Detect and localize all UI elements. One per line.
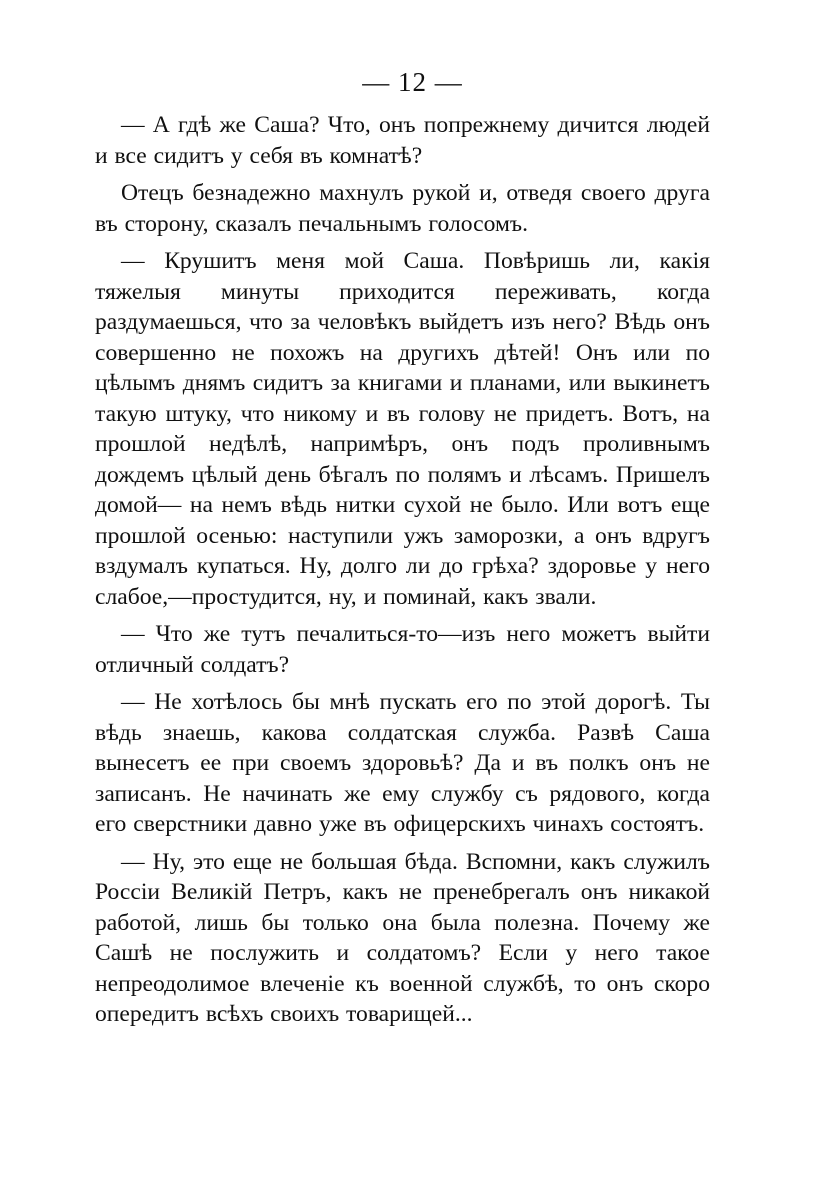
paragraph-5: — Не хотѣлось бы мнѣ пускать его по этой дорогѣ. Ты вѣдь знаешь, какова солдатская служба. Развѣ Саша вынесетъ ее при своемъ здоровьѣ? Да и въ полкъ онъ не записанъ. Не начинать же ему службу съ рядового, когда его сверстники давно уже въ офицерскихъ чинахъ состоятъ. xyxy=(95,689,710,837)
book-page xyxy=(95,60,710,1037)
paragraph-2: Отецъ безнадежно махнулъ рукой и, отведя своего друга въ сторону, сказалъ печальнымъ голосомъ. xyxy=(95,180,710,237)
page-number: — 12 — xyxy=(362,67,463,97)
paragraph-3: — Крушитъ меня мой Саша. Повѣришь ли, какія тяжелыя минуты приходится переживать, когда раздумаешься, что за человѣкъ выйдетъ изъ него? Вѣдь онъ совершенно не похожъ на другихъ дѣтей! Онъ или по цѣлымъ днямъ сидитъ за книгами и планами, или выкинетъ такую штуку, что никому и въ голову не придетъ. Вотъ, на прошлой недѣлѣ, напримѣръ, онъ подъ проливнымъ дождемъ цѣлый день бѣгалъ по полямъ и лѣсамъ. Пришелъ домой— на немъ вѣдь нитки сухой не было. Или вотъ еще прошлой осенью: наступили ужъ заморозки, а онъ вдругъ вздумалъ купаться. Ну, долго ли до грѣха? здоровье у него слабое,—простудится, ну, и поминай, какъ звали. xyxy=(95,248,710,610)
paragraph-6: — Ну, это еще не большая бѣда. Вспомни, какъ служилъ Россіи Великій Петръ, какъ не пренебрегалъ онъ никакой работой, лишь бы только она была полезна. Почему же Сашѣ не послужить и солдатомъ? Если у него такое непреодолимое влеченіе къ военной службѣ, то онъ скоро опередитъ всѣхъ своихъ товарищей... xyxy=(95,848,710,1027)
paragraph-4: — Что же тутъ печалиться-то—изъ него можетъ выйти отличный солдатъ? xyxy=(95,621,710,678)
paragraph-1: — А гдѣ же Саша? Что, онъ попрежнему дичится людей и все сидитъ у себя въ комнатѣ? xyxy=(95,112,710,169)
